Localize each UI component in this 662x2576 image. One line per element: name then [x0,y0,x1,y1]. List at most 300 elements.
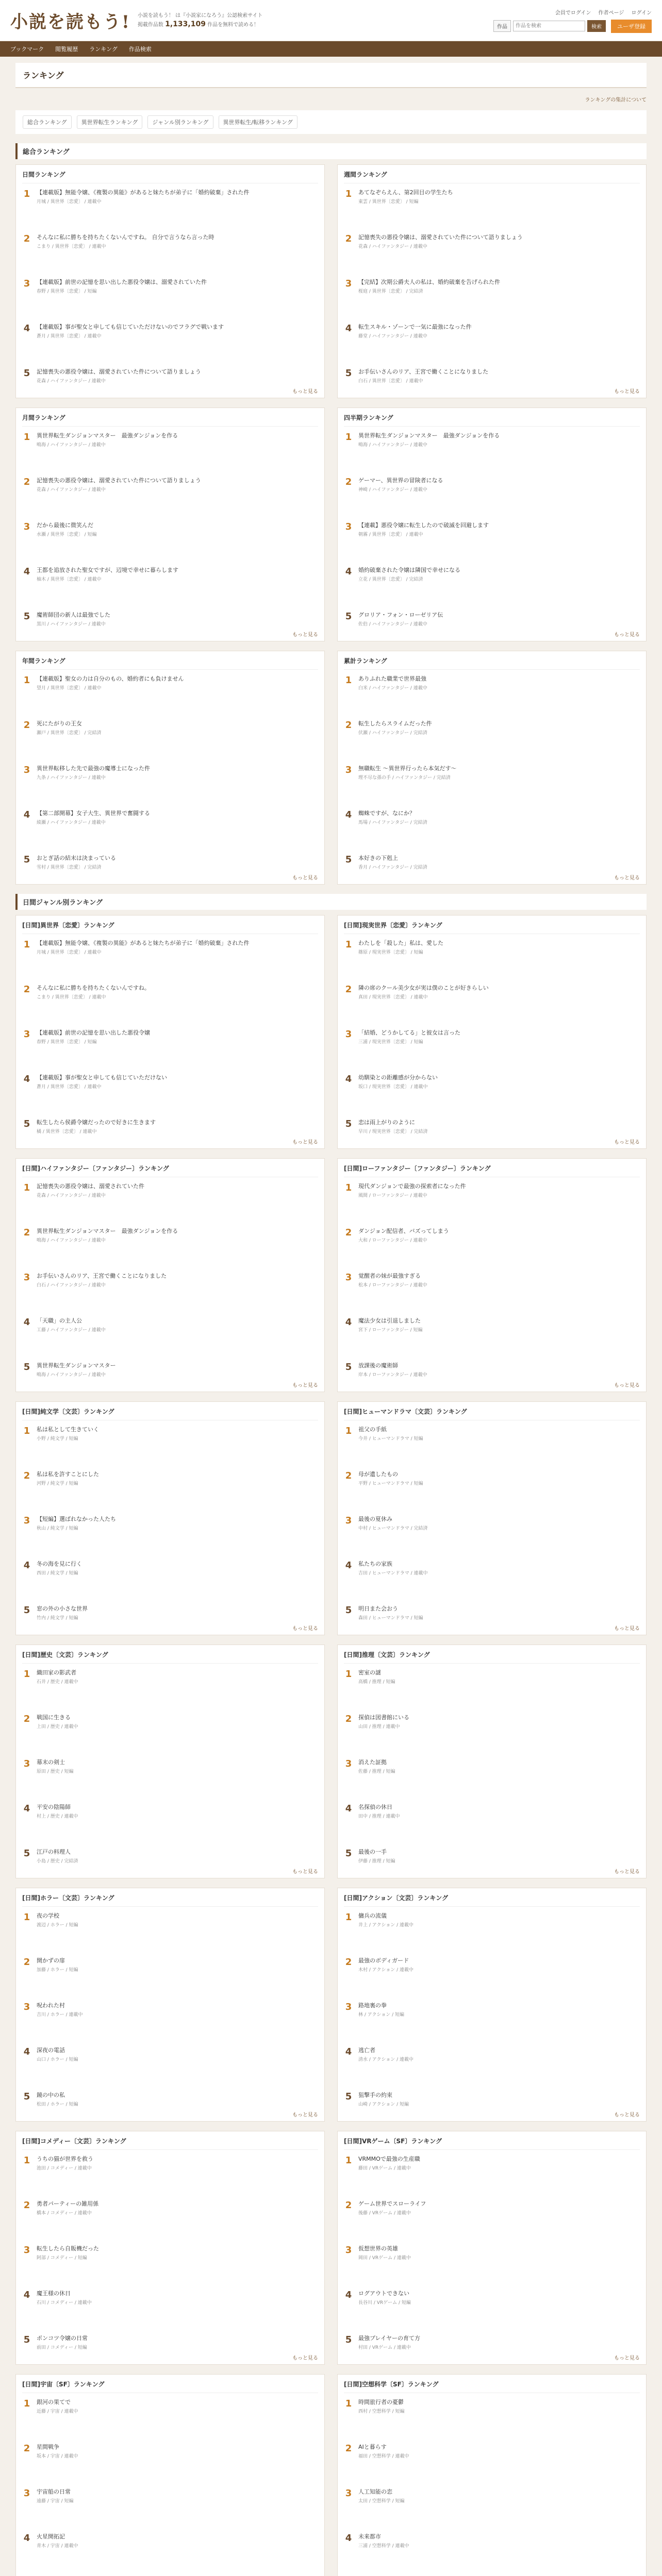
work-title-link[interactable]: 蜘蛛ですが、なにか？ [358,810,415,817]
rank-number: 5 [345,611,352,622]
rank-number: 1 [23,939,30,950]
rank-number: 1 [23,1912,30,1923]
work-title-link[interactable]: 【連載版】事が聖女と申しても信じていただけないのでフラグで戦います [37,324,224,330]
ranking-item[interactable] [344,189,640,205]
work-title-link[interactable]: 現代ダンジョンで最強の探索者になった件 [358,1183,466,1190]
rank-number: 2 [23,720,30,731]
ranking-item[interactable] [22,432,318,448]
ranking-item[interactable] [344,1118,640,1134]
ranking-item[interactable] [22,984,318,1000]
ranking-item[interactable] [22,2488,318,2504]
ranking-item[interactable] [344,765,640,781]
rank-number: 4 [345,809,352,820]
work-title-link[interactable]: 覚醒者の妹が最強すぎる [358,1273,421,1279]
work-title-link[interactable]: ありふれた職業で世界最強 [358,675,426,682]
work-title-link[interactable]: 平安の陰陽師 [37,1804,71,1810]
rank-number: 4 [345,1803,352,1814]
work-title-link[interactable]: 密室の謎 [358,1669,381,1676]
ranking-list [344,939,640,1134]
ranking-item[interactable] [22,1848,318,1864]
ranking-item[interactable] [22,233,318,249]
work-title-link[interactable]: 路地裏の拳 [358,2002,387,2009]
ranking-item[interactable] [22,368,318,384]
nav-search[interactable]: 作品検索 [128,46,152,53]
work-title-link[interactable]: 最強プレイヤーの育て方 [358,2335,421,2342]
ranking-item[interactable] [22,1227,318,1243]
work-title-link[interactable]: 私は私を許すことにした [37,1471,99,1478]
work-title-link[interactable]: 異世界転生ダンジョンマスター 最強ダンジョンを作る [37,1228,178,1234]
rank-number: 1 [345,1912,352,1923]
work-title-link[interactable]: 魔法少女は引退しました [358,1317,421,1324]
ranking-item[interactable] [22,809,318,825]
work-title-link[interactable]: 開かずの扉 [37,1957,65,1964]
work-title-link[interactable]: 死にたがりの王女 [37,720,82,727]
work-meta: 桜庭 / 異世界〔恋愛〕 / 完結済 [358,289,423,294]
work-title-link[interactable]: 最後の一手 [358,1849,387,1855]
work-title-link[interactable]: 江戸の料理人 [37,1849,71,1855]
ranking-item[interactable] [344,1362,640,1378]
ranking-item[interactable] [344,1074,640,1090]
ranking-item[interactable] [22,1182,318,1198]
ranking-item[interactable] [22,2200,318,2216]
rank-number: 1 [23,189,30,199]
work-title-link[interactable]: 【連載版】事が聖女と申しても信じていただけない [37,1074,167,1081]
work-title-link[interactable]: 織田家の影武者 [37,1669,76,1676]
work-meta: 山田 / 推理 / 連載中 [358,1724,400,1730]
more-link[interactable]: もっと見る [292,389,318,395]
ranking-item[interactable] [344,1848,640,1864]
work-title-link[interactable]: 名探偵の休日 [358,1804,392,1810]
work-title-link[interactable]: 最後の夏休み [358,1516,392,1522]
ranking-box-title: 日間ランキング [22,170,318,183]
ranking-item[interactable] [22,2155,318,2171]
work-title-link[interactable]: 転生スキル・ゾーンで一気に最強になった件 [358,324,472,330]
work-meta: 西田 / 純文学 / 短編 [37,1571,78,1576]
work-title-link[interactable]: だから最後に微笑んだ [37,522,93,529]
work-title-link[interactable]: 私は私として生きていく [37,1426,99,1433]
ranking-box-title: [日間]歴史〔文芸〕ランキング [22,1650,318,1664]
more-link[interactable]: もっと見る [292,2355,318,2361]
work-title-link[interactable]: 呪われた村 [37,2002,65,2009]
ranking-item[interactable] [22,1714,318,1730]
work-title-link[interactable]: 【連載版】無能令嬢、《複製の異能》があると妹たちが弟子に「婚約破棄」された件 [37,189,250,196]
work-title-link[interactable]: 【連載版】聖女の力は自分のもの、婚約者にも負けません [37,675,184,682]
work-meta: 宮下 / ローファンタジー / 短編 [358,1328,423,1333]
ranking-item[interactable] [22,566,318,582]
work-title-link[interactable]: 「天職」の主人公 [37,1317,82,1324]
ranking-item[interactable] [344,2046,640,2062]
work-meta: 竹内 / 純文学 / 短編 [37,1616,78,1621]
rank-number: 2 [345,1957,352,1968]
work-title-link[interactable]: 戦国に生きる [37,1714,71,1721]
work-title-link[interactable]: 本好きの下剋上 [358,855,398,861]
work-title-link[interactable]: そんなに私に勝ちを持ちたくないんですね。 自分で言うなら言った時 [37,234,214,241]
ranking-item[interactable] [22,1560,318,1576]
work-meta: 鳴海 / ハイファンタジー / 連載中 [37,443,106,448]
work-title-link[interactable]: お手伝いさんのリア、王宮で働くことになりました [37,1273,167,1279]
work-title-link[interactable]: AIと暮らす [358,2444,387,2450]
work-title-link[interactable]: 祖父の手紙 [358,1426,387,1433]
more-link[interactable]: もっと見る [292,1140,318,1145]
work-title-link[interactable]: 人工知能の恋 [358,2488,392,2495]
ranking-item[interactable] [22,2533,318,2549]
more-link[interactable]: もっと見る [614,2112,640,2118]
ranking-item[interactable] [344,1803,640,1819]
work-meta: 吉田 / ヒューマンドラマ / 連載中 [358,1571,428,1576]
work-title-link[interactable]: 異世界転移した先で最強の魔導士になった件 [37,765,150,772]
ranking-item[interactable] [344,1182,640,1198]
work-meta: 石井 / 歴史 / 連載中 [37,1680,78,1685]
ranking-item[interactable] [344,1714,640,1730]
ranking-item[interactable] [344,233,640,249]
ranking-box-title: [日間]現実世界〔恋愛〕ランキング [344,921,640,934]
work-title-link[interactable]: 魔術師団の新人は最強でした [37,612,110,618]
rank-number: 2 [345,2200,352,2211]
work-meta: 佐藤 / 推理 / 短編 [358,1769,395,1774]
work-title-link[interactable]: 逃亡者 [358,2047,375,2054]
ranking-item[interactable] [22,939,318,955]
ranking-item[interactable] [344,984,640,1000]
rank-number: 4 [23,2533,30,2544]
work-title-link[interactable]: 窓の外の小さな世界 [37,1605,88,1612]
work-title-link[interactable]: 母が遺したもの [358,1471,398,1478]
work-title-link[interactable]: 記憶喪失の悪役令嬢は、溺愛されていた件について語りましょう [37,368,201,375]
ranking-box-title: 週間ランキング [344,170,640,183]
work-meta: 橋本 / コメディー / 連載中 [37,2211,92,2216]
work-title-link[interactable]: 明日また会おう [358,1605,398,1612]
ranking-item[interactable] [344,521,640,537]
ranking-item[interactable] [22,1669,318,1685]
ranking-box-title: [日間]純文学〔文芸〕ランキング [22,1407,318,1420]
work-title-link[interactable]: 仮想世界の英雄 [358,2245,398,2252]
work-title-link[interactable]: ダンジョン配信者、バズってしまう [358,1228,449,1234]
more-link[interactable]: もっと見る [614,632,640,638]
rank-number: 2 [23,1957,30,1968]
ranking-item[interactable] [22,720,318,736]
search-type-select[interactable]: 作品 [493,20,511,32]
work-title-link[interactable]: 隣の席のクール美少女が実は僕のことが好きらしい [358,985,489,991]
ranking-item[interactable] [22,2290,318,2306]
ranking-item[interactable] [344,1317,640,1333]
nav-ranking[interactable]: ランキング [89,46,118,53]
work-meta: 加藤 / ホラー / 短編 [37,1968,78,1973]
ranking-item[interactable] [344,1227,640,1243]
user-register-button[interactable]: ユーザ登録 [611,20,652,33]
ranking-item[interactable] [22,1957,318,1973]
work-meta: 工藤 / ハイファンタジー / 連載中 [37,1328,106,1333]
work-title-link[interactable]: あてなぞらえん、第2回目の学生たち [358,189,453,196]
rank-number: 2 [23,477,30,487]
work-title-link[interactable]: 【連載版】前世の記憶を思い出した悪役令嬢は、溺愛されていた件 [37,279,207,285]
ranking-item[interactable] [344,1605,640,1621]
work-meta: 藤田 / VRゲーム / 連載中 [358,2166,411,2171]
ranking-item[interactable] [22,1272,318,1288]
rank-number: 5 [23,611,30,622]
ranking-item[interactable] [22,1912,318,1928]
work-meta: 遠藤 / 宇宙 / 短編 [37,2499,74,2504]
work-title-link[interactable]: 消えた証拠 [358,1759,387,1766]
work-title-link[interactable]: ゲーマー、異世界の冒険者になる [358,477,443,484]
nav-bookmark[interactable]: ブックマーク [10,46,44,53]
ranking-item[interactable] [22,1426,318,1442]
ranking-item[interactable] [344,611,640,627]
more-link[interactable]: もっと見る [292,875,318,881]
work-title-link[interactable]: 探偵は図書館にいる [358,1714,409,1721]
work-title-link[interactable]: 私たちの家族 [358,1561,392,1567]
work-meta: 池田 / コメディー / 連載中 [37,2166,92,2171]
work-title-link[interactable]: 記憶喪失の悪役令嬢は、溺愛されていた件について語りましょう [358,234,523,241]
work-title-link[interactable]: お手伝いさんのリア、王宮で働くことになりました [358,368,489,375]
more-link[interactable]: もっと見る [614,1869,640,1875]
ranking-item[interactable] [22,675,318,691]
work-meta: 蒼月 / 異世界〔恋愛〕 / 連載中 [37,334,102,339]
work-title-link[interactable]: 未来都市 [358,2533,381,2540]
site-tagline: 小説を読もう！ は『小説家になろう』公認検索サイト 掲載作品数 1,133,109 作品を無料で読める！ [137,12,263,28]
work-title-link[interactable]: 異世界転生ダンジョンマスター 最強ダンジョンを作る [358,432,500,439]
header-link[interactable]: 作者ページ [598,10,624,16]
ranking-item[interactable] [22,1029,318,1045]
work-title-link[interactable]: 【連載】悪役令嬢に転生したので破滅を回避します [358,522,489,529]
work-meta: 河野 / 純文学 / 短編 [37,1481,78,1486]
work-meta: 白石 / 異世界〔恋愛〕 / 連載中 [358,379,423,384]
more-link[interactable]: もっと見る [292,1383,318,1388]
work-title-link[interactable]: うちの猫が世界を救う [37,2156,93,2162]
ranking-item[interactable] [344,1426,640,1442]
work-title-link[interactable]: 婚約破棄された令嬢は隣国で幸せになる [358,567,460,573]
ranking-item[interactable] [344,1029,640,1045]
more-link[interactable]: もっと見る [614,2355,640,2361]
ranking-item[interactable] [344,2488,640,2504]
nav-history[interactable]: 閲覧履歴 [55,46,78,53]
ranking-item[interactable] [22,2443,318,2459]
work-title-link[interactable]: ゲーム世界でスローライフ [358,2200,426,2207]
ranking-item[interactable] [344,2290,640,2306]
ranking-item[interactable] [344,1470,640,1486]
work-title-link[interactable]: 【連載版】前世の記憶を思い出した悪役令嬢 [37,1029,150,1036]
work-title-link[interactable]: 転生したら侯爵令嬢だったので好きに生きます [37,1119,156,1126]
ranking-item[interactable] [22,1758,318,1774]
work-title-link[interactable]: 記憶喪失の悪役令嬢は、溺愛されていた件について語りましょう [37,477,201,484]
more-link[interactable]: もっと見る [614,1140,640,1145]
header-link[interactable]: ログイン [631,10,652,16]
more-link[interactable]: もっと見る [292,632,318,638]
work-title-link[interactable]: 深夜の電話 [37,2047,65,2054]
work-title-link[interactable]: 異世界転生ダンジョンマスター 最強ダンジョンを作る [37,432,178,439]
rank-number: 2 [345,2443,352,2454]
ranking-box [337,164,647,398]
work-title-link[interactable]: 【連載版】無能令嬢、《複製の異能》があると妹たちが弟子に「婚約破棄」された件 [37,940,250,946]
work-title-link[interactable]: そんなに私に勝ちを持ちたくないんですね。 [37,985,150,991]
ranking-item[interactable] [22,278,318,294]
ranking-item[interactable] [344,1515,640,1531]
work-title-link[interactable]: 狙撃手の約束 [358,2092,392,2098]
ranking-box-title: [日間]空想科学〔SF〕ランキング [344,2380,640,2393]
ranking-box-title: [日間]コメディー〔文芸〕ランキング [22,2137,318,2150]
ranking-item[interactable] [22,854,318,870]
ranking-box [337,2374,647,2576]
work-title-link[interactable]: 記憶喪失の悪役令嬢は、溺愛されていた件 [37,1183,144,1190]
work-meta: 中村 / ヒューマンドラマ / 完結済 [358,1526,428,1531]
ranking-item[interactable] [344,809,640,825]
work-title-link[interactable]: 王都を追放された聖女ですが、辺境で幸せに暮らします [37,567,178,573]
work-title-link[interactable]: わたしを「殺した」私は、愛した [358,940,443,946]
ranking-item[interactable] [22,2002,318,2018]
work-title-link[interactable]: 無職転生 ～異世界行ったら本気だす～ [358,765,457,772]
ranking-item[interactable] [344,2200,640,2216]
ranking-item[interactable] [344,1669,640,1685]
work-title-link[interactable]: 恋は雨上がりのように [358,1119,415,1126]
more-link[interactable]: もっと見る [614,1626,640,1632]
work-title-link[interactable]: おとぎ話の結末は決まっている [37,855,116,861]
ranking-item[interactable] [22,1515,318,1531]
ranking-item[interactable] [344,477,640,493]
ranking-item[interactable] [22,2398,318,2414]
ranking-item[interactable] [344,2443,640,2459]
work-meta: 花森 / ハイファンタジー / 連載中 [37,487,106,493]
ranking-item[interactable] [344,1957,640,1973]
work-title-link[interactable]: 異世界転生ダンジョンマスター [37,1362,116,1369]
work-title-link[interactable]: 「結婚、どうかしてる」と彼女は言った [358,1029,460,1036]
work-title-link[interactable]: 鏡の中の私 [37,2092,65,2098]
ranking-item[interactable] [22,1803,318,1819]
work-title-link[interactable]: 【短編】選ばれなかった人たち [37,1516,116,1522]
ranking-box-title: 年間ランキング [22,656,318,670]
ranking-item[interactable] [22,1118,318,1134]
ranking-item[interactable] [22,2091,318,2107]
ranking-item[interactable] [22,521,318,537]
ranking-item[interactable] [22,765,318,781]
work-title-link[interactable]: 夜の学校 [37,1912,59,1919]
search-button[interactable]: 検索 [587,20,606,32]
work-meta: 柚木 / 異世界〔恋愛〕 / 連載中 [37,577,102,582]
ranking-item[interactable] [22,611,318,627]
work-title-link[interactable]: 幼馴染との距離感が分からない [358,1074,438,1081]
ranking-tab[interactable]: 総合ランキング [23,115,72,129]
main-content [15,63,647,2576]
work-meta: 原田 / 歴史 / 短編 [37,1769,74,1774]
work-meta: 立花 / 異世界〔恋愛〕 / 完結済 [358,577,423,582]
ranking-item[interactable] [22,2334,318,2350]
ranking-list [22,939,318,1134]
work-title-link[interactable]: 勇者パーティーの雑用係 [37,2200,99,2207]
ranking-item[interactable] [344,2002,640,2018]
work-title-link[interactable]: グロリア・フォン・ローゼリア伝 [358,612,443,618]
ranking-item[interactable] [344,566,640,582]
rank-number: 2 [23,984,30,995]
ranking-item[interactable] [344,2533,640,2549]
work-title-link[interactable]: ログアウトできない [358,2290,409,2297]
ranking-item[interactable] [344,323,640,339]
ranking-item[interactable] [22,1605,318,1621]
ranking-item[interactable] [22,2046,318,2062]
ranking-box [15,1645,325,1878]
ranking-item[interactable] [22,323,318,339]
site-header [0,0,662,41]
more-link[interactable]: もっと見る [614,389,640,395]
work-title-link[interactable]: 放課後の魔術師 [358,1362,398,1369]
rank-number: 5 [23,2091,30,2102]
ranking-item[interactable] [344,2334,640,2350]
rank-number: 3 [345,521,352,532]
ranking-item[interactable] [344,939,640,955]
ranking-item[interactable] [344,2091,640,2107]
ranking-item[interactable] [344,432,640,448]
ranking-item[interactable] [22,189,318,205]
work-title-link[interactable]: 【第二部開幕】女子大生、異世界で奮闘する [37,810,150,817]
work-title-link[interactable]: 冬の海を見に行く [37,1561,82,1567]
ranking-tab[interactable]: ジャンル別ランキング [147,115,213,129]
more-link[interactable]: もっと見る [614,875,640,881]
ranking-item[interactable] [344,278,640,294]
work-title-link[interactable]: 幕末の剣士 [37,1759,65,1766]
ranking-item[interactable] [344,854,640,870]
more-link[interactable]: もっと見る [292,1626,318,1632]
work-title-link[interactable]: VRMMOで最強の生産職 [358,2156,420,2162]
work-title-link[interactable]: 魔王様の休日 [37,2290,71,2297]
ranking-item[interactable] [344,368,640,384]
work-title-link[interactable]: 火星開拓記 [37,2533,65,2540]
ranking-item[interactable] [344,675,640,691]
more-link[interactable]: もっと見る [292,1869,318,1875]
ranking-item[interactable] [344,2155,640,2171]
search-input[interactable] [513,21,585,31]
more-link[interactable]: もっと見る [614,1383,640,1388]
work-title-link[interactable]: 【完結】次期公爵夫人の私は、婚約破棄を告げられた件 [358,279,500,285]
ranking-grid [15,915,647,2576]
more-link[interactable]: もっと見る [292,2112,318,2118]
ranking-item[interactable] [344,2398,640,2414]
ranking-item[interactable] [344,1560,640,1576]
work-meta: 雪村 / 異世界〔恋愛〕 / 完結済 [37,865,102,870]
ranking-tab[interactable]: 異世界転生ランキング [77,115,143,129]
rank-number: 4 [23,566,30,577]
ranking-item[interactable] [22,1317,318,1333]
work-meta: 鳴海 / ハイファンタジー / 連載中 [37,1372,106,1378]
ranking-item[interactable] [22,1470,318,1486]
work-title-link[interactable]: 傭兵の流儀 [358,1912,387,1919]
work-title-link[interactable]: 銀河の果てで [37,2399,71,2405]
ranking-item[interactable] [22,1362,318,1378]
work-meta: 水瀬 / 異世界〔恋愛〕 / 短編 [37,532,97,537]
ranking-item[interactable] [344,2245,640,2261]
ranking-item[interactable] [22,2245,318,2261]
ranking-tab[interactable]: 異世界転生/転移ランキング [219,115,297,129]
main-nav [0,41,662,57]
work-title-link[interactable]: 最強のボディガード [358,1957,409,1964]
work-title-link[interactable]: 星間戦争 [37,2444,59,2450]
ranking-item[interactable] [22,1074,318,1090]
site-logo[interactable]: 小説を読もう! [10,12,130,32]
ranking-item[interactable] [344,720,640,736]
work-title-link[interactable]: 宇宙船の日常 [37,2488,71,2495]
header-link[interactable]: 会員でログイン [555,10,591,16]
ranking-howto-link[interactable]: ランキングの集計について [585,97,647,103]
ranking-item[interactable] [22,477,318,493]
work-title-link[interactable]: 転生したらスライムだった件 [358,720,432,727]
ranking-item[interactable] [344,1272,640,1288]
ranking-box [337,1158,647,1392]
work-title-link[interactable]: 時間旅行者の憂鬱 [358,2399,404,2405]
ranking-box-title: [日間]VRゲーム〔SF〕ランキング [344,2137,640,2150]
ranking-item[interactable] [344,1912,640,1928]
ranking-item[interactable] [344,1758,640,1774]
work-meta: 太田 / 空想科学 / 短編 [358,2499,405,2504]
work-title-link[interactable]: 転生したら自販機だった [37,2245,99,2252]
work-title-link[interactable]: ポンコツ令嬢の日常 [37,2335,88,2342]
rank-number: 5 [345,854,352,865]
rank-number: 4 [345,1074,352,1084]
rank-number: 2 [23,2443,30,2454]
